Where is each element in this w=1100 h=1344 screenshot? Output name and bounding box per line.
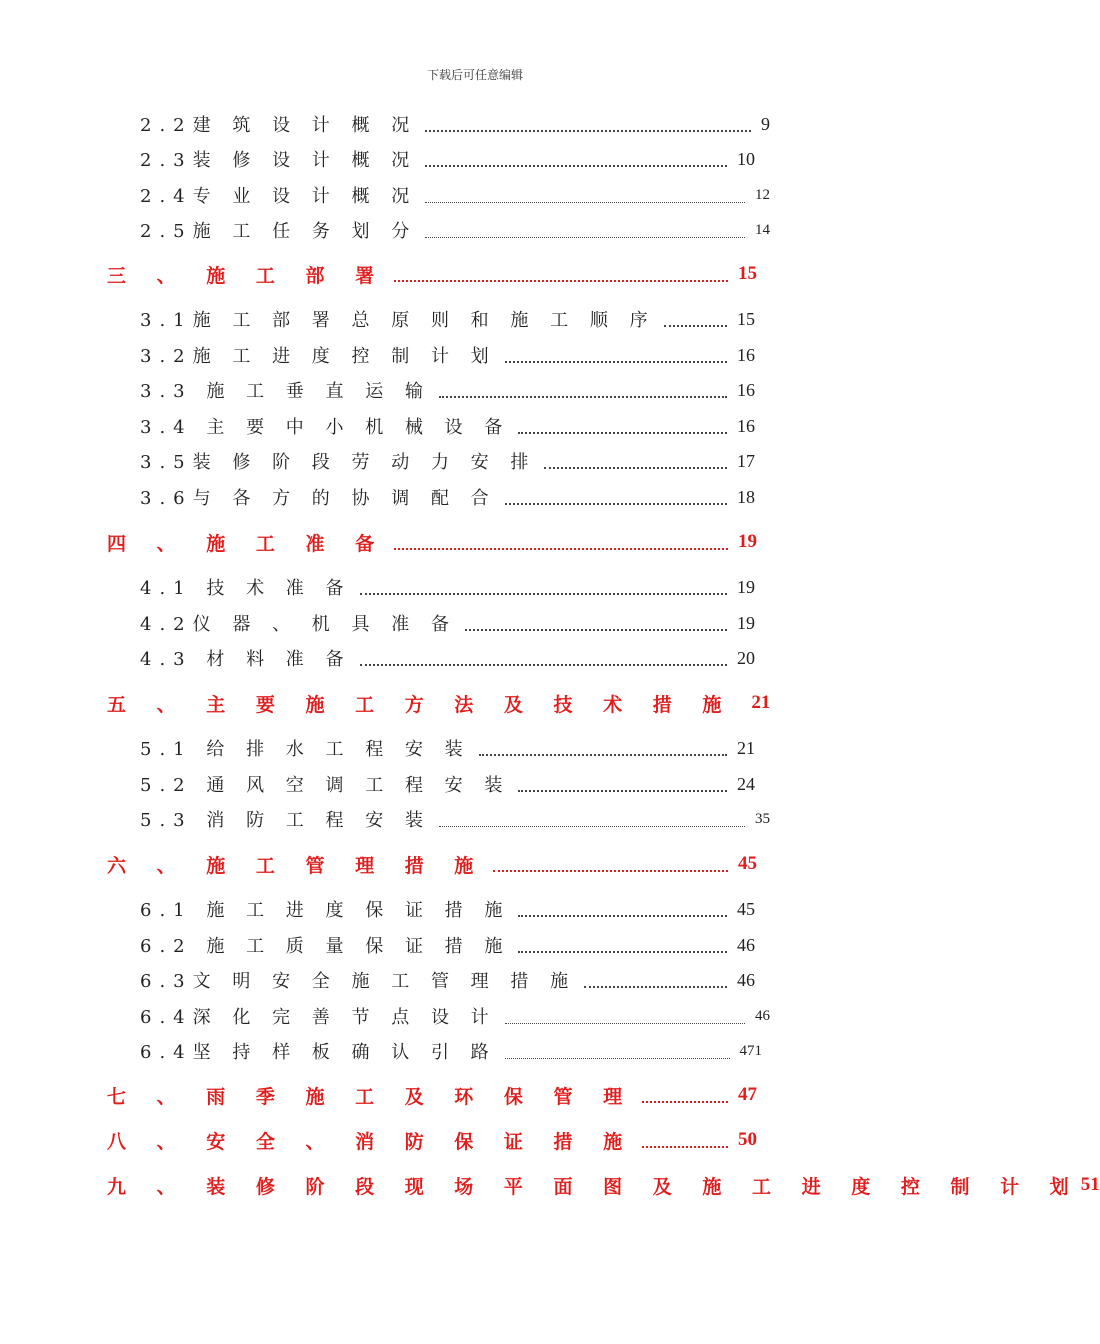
toc-entry-page: 14 [755, 221, 770, 238]
toc-entry[interactable] [140, 574, 755, 600]
toc-entry-label: 5.1 给 排 水 工 程 安 装 [140, 739, 471, 760]
toc-entry[interactable] [140, 967, 755, 993]
toc-entry-page: 21 [737, 737, 755, 758]
toc-leader [425, 202, 745, 203]
toc-entry[interactable] [140, 377, 755, 403]
toc-chapter-page: 19 [738, 531, 757, 552]
toc-entry-page: 46 [737, 969, 755, 990]
toc-chapter-page: 47 [738, 1084, 757, 1105]
toc-leader [505, 1023, 745, 1024]
toc-entry-label: 5.3 消 防 工 程 安 装 [140, 810, 431, 831]
page-header: 下载后可任意编辑 [426, 68, 523, 82]
toc-entry[interactable] [140, 448, 755, 474]
toc-leader [360, 664, 727, 666]
toc-entry-label: 3.2施 工 进 度 控 制 计 划 [140, 346, 497, 367]
toc-entry[interactable] [140, 735, 755, 761]
toc-entry-page: 45 [737, 898, 755, 919]
toc-leader [642, 1146, 728, 1148]
toc-chapter-page: 50 [738, 1129, 757, 1150]
toc-leader [505, 1058, 730, 1059]
toc-leader [505, 503, 727, 505]
toc-entry[interactable] [140, 413, 755, 439]
toc-chapter-label: 八 、 安 全 、 消 防 保 证 措 施 [107, 1130, 635, 1153]
toc-chapter[interactable] [107, 261, 757, 287]
toc-entry-label: 6.2 施 工 质 量 保 证 措 施 [140, 936, 511, 957]
toc-entry-page: 12 [755, 186, 770, 203]
toc-leader [505, 361, 727, 363]
toc-leader [518, 915, 727, 917]
toc-entry-label: 6.4深 化 完 善 节 点 设 计 [140, 1007, 497, 1028]
toc-leader [518, 432, 727, 434]
toc-entry-label: 6.3文 明 安 全 施 工 管 理 措 施 [140, 971, 577, 992]
toc-entry-page: 24 [737, 773, 755, 794]
toc-entry[interactable] [140, 146, 755, 172]
toc-entry-label: 5.2 通 风 空 调 工 程 安 装 [140, 775, 511, 796]
toc-entry[interactable] [140, 1038, 762, 1064]
toc-chapter-label: 五 、 主 要 施 工 方 法 及 技 术 措 施 [107, 693, 734, 716]
toc-entry-page: 15 [737, 308, 755, 329]
toc-leader [425, 237, 745, 238]
toc-entry-label: 2.4专 业 设 计 概 况 [140, 186, 418, 207]
toc-leader [425, 165, 727, 167]
toc-entry-page: 10 [737, 148, 755, 169]
toc-entry-page: 471 [739, 1042, 762, 1059]
toc-chapter-label: 三 、 施 工 部 署 [107, 264, 387, 287]
toc-entry[interactable] [140, 342, 755, 368]
toc-leader [439, 826, 745, 827]
toc-chapter[interactable] [107, 1172, 1100, 1198]
toc-chapter-label: 六 、 施 工 管 理 措 施 [107, 854, 486, 877]
toc-entry-label: 3.1施 工 部 署 总 原 则 和 施 工 顺 序 [140, 310, 656, 331]
toc-leader [394, 548, 728, 550]
toc-entry[interactable] [140, 610, 755, 636]
toc-entry[interactable] [140, 896, 755, 922]
toc-entry-page: 18 [737, 486, 755, 507]
toc-chapter[interactable] [107, 1127, 757, 1153]
toc-entry-label: 3.3 施 工 垂 直 运 输 [140, 381, 431, 402]
toc-leader [425, 130, 751, 132]
toc-entry[interactable] [140, 1003, 770, 1029]
toc-entry[interactable] [140, 182, 770, 208]
toc-chapter-label: 四 、 施 工 准 备 [107, 532, 387, 555]
toc-leader [479, 754, 727, 756]
toc-leader [584, 986, 727, 988]
toc-entry[interactable] [140, 306, 755, 332]
toc-chapter[interactable] [107, 690, 771, 716]
toc-chapter[interactable] [107, 529, 757, 555]
toc-entry[interactable] [140, 217, 770, 243]
toc-entry-label: 2.5施 工 任 务 划 分 [140, 221, 418, 242]
toc-entry-label: 6.4坚 持 样 板 确 认 引 路 [140, 1042, 497, 1063]
toc-entry-label: 4.1 技 术 准 备 [140, 578, 352, 599]
toc-entry-page: 16 [737, 415, 755, 436]
toc-leader [360, 593, 727, 595]
toc-leader [465, 629, 727, 631]
toc-entry-page: 46 [755, 1007, 770, 1024]
toc-entry-page: 9 [761, 113, 770, 134]
toc-leader [518, 790, 727, 792]
toc-entry-label: 3.5装 修 阶 段 劳 动 力 安 排 [140, 452, 537, 473]
toc-entry-label: 2.2建 筑 设 计 概 况 [140, 115, 418, 136]
toc-entry-label: 4.3 材 料 准 备 [140, 649, 352, 670]
toc-entry[interactable] [140, 111, 770, 137]
toc-chapter-page: 15 [738, 263, 757, 284]
toc-entry-page: 35 [755, 810, 770, 827]
toc-leader [544, 467, 727, 469]
toc-entry-page: 20 [737, 647, 755, 668]
toc-entry-page: 16 [737, 379, 755, 400]
toc-leader [664, 325, 727, 327]
toc-leader [439, 396, 727, 398]
toc-entry[interactable] [140, 645, 755, 671]
toc-entry-page: 46 [737, 934, 755, 955]
toc-entry-label: 6.1 施 工 进 度 保 证 措 施 [140, 900, 511, 921]
toc-entry[interactable] [140, 932, 755, 958]
toc-leader [518, 951, 727, 953]
toc-chapter-page: 21 [751, 692, 771, 713]
toc-chapter-label: 九 、 装 修 阶 段 现 场 平 面 图 及 施 工 进 度 控 制 计 划 [107, 1175, 1081, 1198]
toc-entry-label: 3.4 主 要 中 小 机 械 设 备 [140, 417, 511, 438]
toc-chapter[interactable] [107, 1082, 757, 1108]
toc-entry-page: 19 [737, 576, 755, 597]
toc-entry[interactable] [140, 484, 755, 510]
toc-chapter[interactable] [107, 851, 757, 877]
toc-entry[interactable] [140, 806, 770, 832]
toc-leader [642, 1101, 728, 1103]
toc-entry-label: 3.6与 各 方 的 协 调 配 合 [140, 488, 497, 509]
toc-entry-page: 16 [737, 344, 755, 365]
toc-leader [493, 870, 728, 872]
toc-entry-label: 4.2仪 器 、 机 具 准 备 [140, 614, 457, 635]
toc-entry-label: 2.3装 修 设 计 概 况 [140, 150, 418, 171]
toc-chapter-page: 45 [738, 853, 757, 874]
toc-leader [394, 280, 728, 282]
toc-entry[interactable] [140, 771, 755, 797]
toc-chapter-page: 51 [1080, 1174, 1100, 1195]
toc-entry-page: 17 [737, 450, 755, 471]
toc-chapter-label: 七 、 雨 季 施 工 及 环 保 管 理 [107, 1085, 635, 1108]
toc-entry-page: 19 [737, 612, 755, 633]
